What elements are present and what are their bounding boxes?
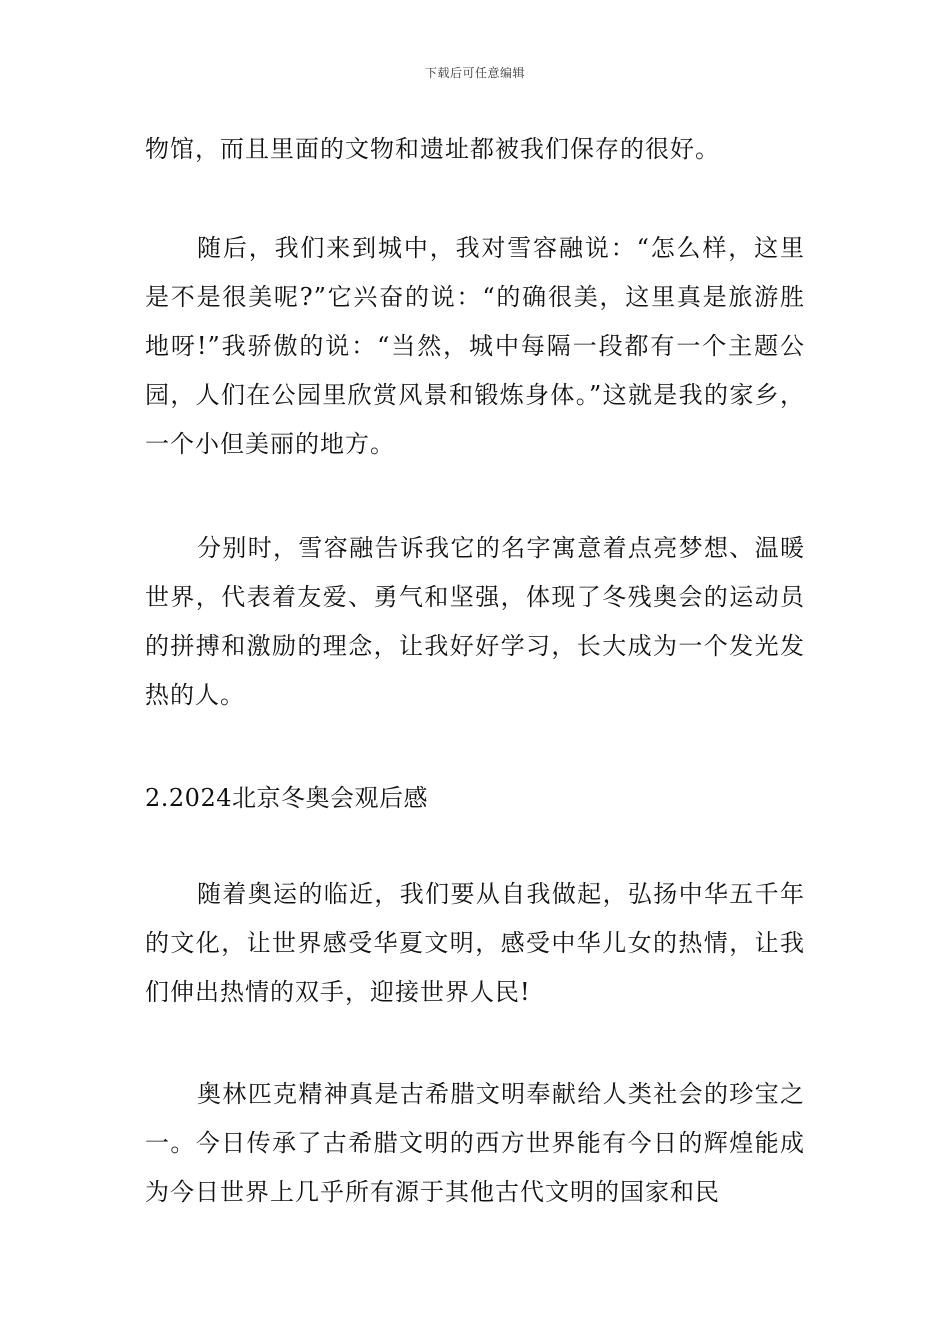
paragraph-olympic-spirit: 奥林匹克精神真是古希腊文明奉献给人类社会的珍宝之一。今日传承了古希腊文明的西方世界能有今日的辉煌能成为今日世界上几乎所有源于其他古代文明的国家和民	[145, 1080, 805, 1206]
paragraph-city-visit: 随后，我们来到城中，我对雪容融说：“怎么样，这里是不是很美呢?”它兴奋的说：“的确很美，这里真是旅游胜地呀!”我骄傲的说：“当然，城中每隔一段都有一个主题公园，人们在公园里欣赏风景和锻炼身体。”这就是我的家乡，一个小但美丽的地方。	[145, 234, 805, 458]
paragraph-farewell: 分别时，雪容融告诉我它的名字寓意着点亮梦想、温暖世界，代表着友爱、勇气和坚强，体现了冬残奥会的运动员的拼搏和激励的理念，让我好好学习，长大成为一个发光发热的人。	[145, 534, 805, 709]
paragraph-continuation: 物馆，而且里面的文物和遗址都被我们保存的很好。	[145, 135, 720, 163]
header-note: 下载后可任意编辑	[424, 66, 525, 80]
section-heading: 2.2024北京冬奥会观后感	[145, 784, 428, 812]
paragraph-olympics-approach: 随着奥运的临近，我们要从自我做起，弘扬中华五千年的文化，让世界感受华夏文明，感受中华儿女的热情，让我们伸出热情的双手，迎接世界人民!	[145, 880, 805, 1006]
